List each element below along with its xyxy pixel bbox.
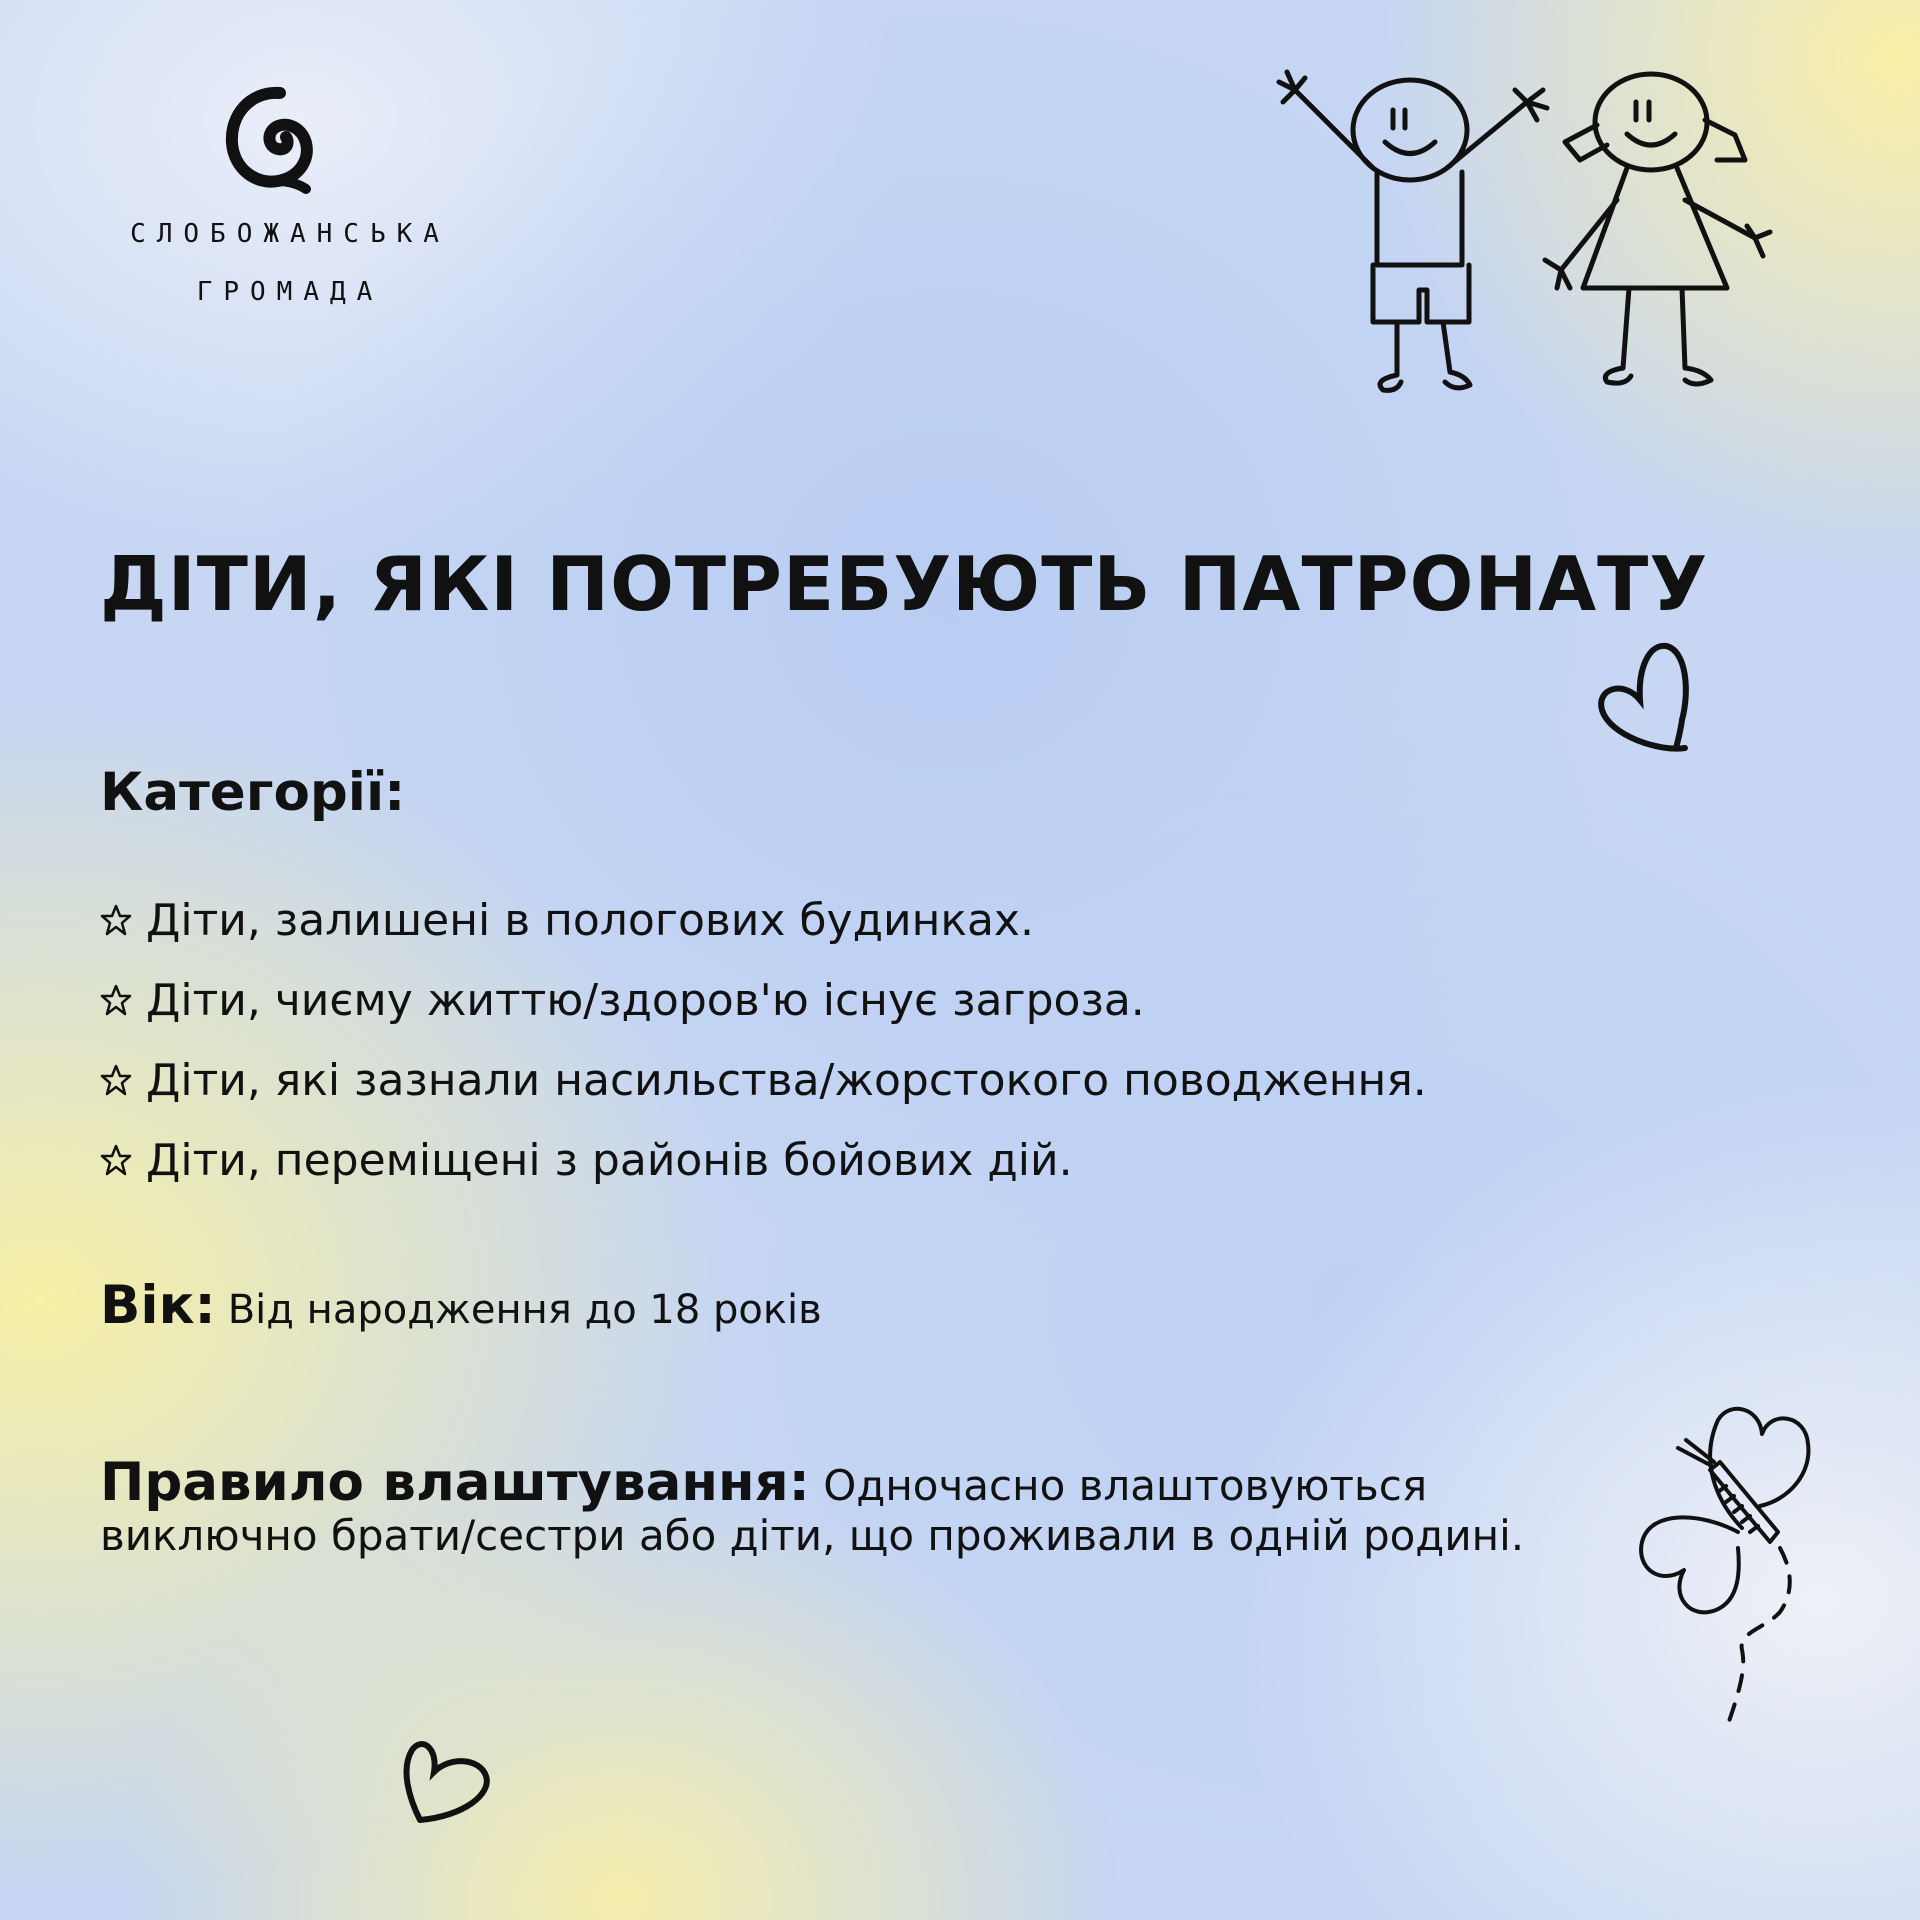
logo-line-1: СЛОБОЖАНСЬКА bbox=[130, 219, 450, 249]
list-item bbox=[100, 1040, 1427, 1120]
rule-label: Правило влаштування: bbox=[100, 1452, 810, 1513]
list-item bbox=[100, 960, 1427, 1040]
category-text: Діти, які зазнали насильства/жорстокого поводження. bbox=[146, 1054, 1427, 1106]
spiral-logo-icon bbox=[220, 85, 330, 195]
categories-heading: Категорії: bbox=[100, 762, 406, 823]
star-icon bbox=[100, 984, 132, 1016]
heart-icon bbox=[400, 1730, 500, 1830]
age-value: Від народження до 18 років bbox=[227, 1287, 822, 1333]
logo-text bbox=[100, 205, 480, 321]
butterfly-icon bbox=[1630, 1400, 1830, 1740]
category-text: Діти, чиєму життю/здоров'ю існує загроза. bbox=[146, 974, 1145, 1026]
heart-icon bbox=[1590, 640, 1700, 760]
children-drawing-icon bbox=[1265, 50, 1805, 400]
star-icon bbox=[100, 1144, 132, 1176]
star-icon bbox=[100, 904, 132, 936]
page-title: ДІТИ, ЯКІ ПОТРЕБУЮТЬ ПАТРОНАТУ bbox=[100, 540, 1709, 628]
star-icon bbox=[100, 1064, 132, 1096]
category-text: Діти, залишені в пологових будинках. bbox=[146, 894, 1034, 946]
logo bbox=[100, 85, 480, 321]
list-item bbox=[100, 1120, 1427, 1200]
rule-text: Одночасно влаштовуються виключно брати/сестри або діти, що проживали в одній родині. bbox=[100, 1461, 1525, 1560]
age-label: Вік: bbox=[100, 1275, 216, 1336]
category-text: Діти, переміщені з районів бойових дій. bbox=[146, 1134, 1073, 1186]
categories-list bbox=[100, 880, 1427, 1200]
logo-line-2: ГРОМАДА bbox=[196, 277, 384, 307]
age-block bbox=[100, 1275, 822, 1336]
placement-rule bbox=[100, 1452, 1540, 1561]
list-item bbox=[100, 880, 1427, 960]
